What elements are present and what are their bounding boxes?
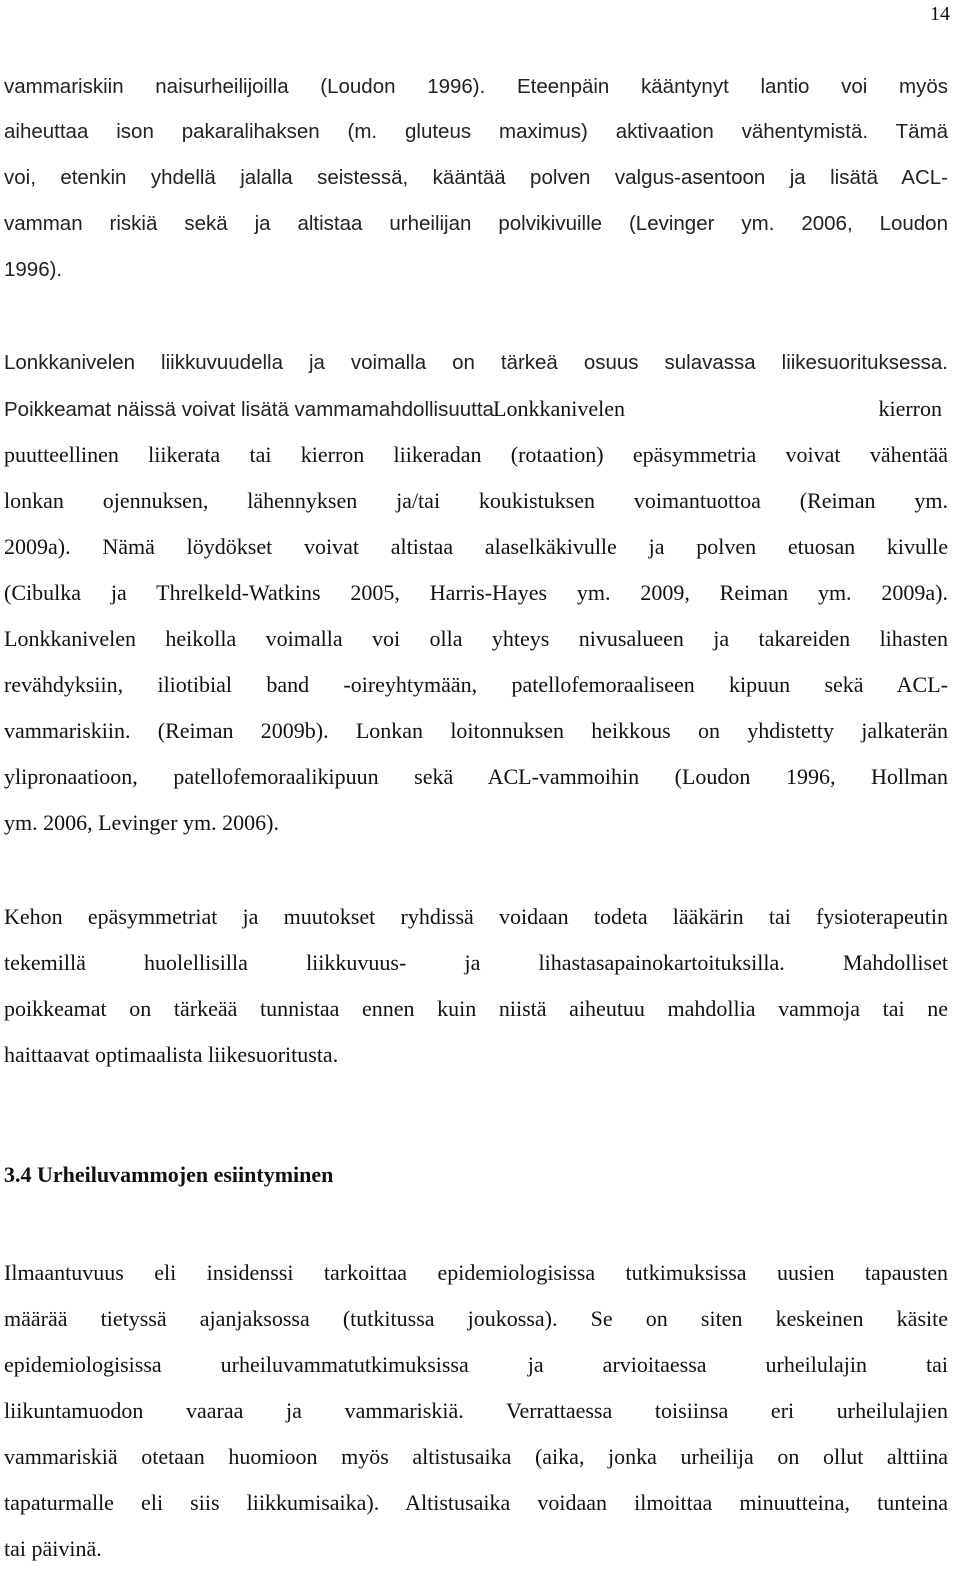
text-line: vammariskiin. (Reiman 2009b). Lonkan loitonnuksen heikkous on yhdistetty jalkaterän	[4, 718, 948, 743]
text-line: 2009a). Nämä löydökset voivat altistaa alaselkäkivulle ja polven etuosan kivulle	[4, 534, 948, 559]
text-line: voi, etenkin yhdellä jalalla seistessä, kääntää polven valgus-asentoon ja lisätä ACL-	[4, 166, 948, 189]
text-line: tapaturmalle eli siis liikkumisaika). Altistusaika voidaan ilmoittaa minuutteina, tunteina	[4, 1490, 948, 1515]
text-line: poikkeamat on tärkeää tunnistaa ennen kuin niistä aiheutuu mahdollia vammoja tai ne	[4, 996, 948, 1021]
text-line: Kehon epäsymmetriat ja muutokset ryhdissä voidaan todeta lääkärin tai fysioterapeutin	[4, 904, 948, 929]
text-line: ylipronaatioon, patellofemoraalikipuun sekä ACL-vammoihin (Loudon 1996, Hollman	[4, 764, 948, 789]
text-line: tai päivinä.	[4, 1536, 102, 1561]
text-line: vamman riskiä sekä ja altistaa urheilijan polvikivuille (Levinger ym. 2006, Loudon	[4, 212, 948, 235]
page-number: 14	[930, 3, 950, 25]
section-heading: 3.4 Urheiluvammojen esiintyminen	[4, 1162, 334, 1187]
text-line: liikuntamuodon vaaraa ja vammariskiä. Verrattaessa toisiinsa eri urheilulajien	[4, 1398, 948, 1423]
text-line: ym. 2006, Levinger ym. 2006).	[4, 810, 279, 835]
text-line-mixed	[4, 394, 948, 425]
text-segment: Lonkkanivelen kierron	[493, 396, 942, 421]
text-line: tekemillä huolellisilla liikkuvuus- ja lihastasapainokartoituksilla. Mahdolliset	[4, 950, 948, 975]
text-segment: Poikkeamat näissä voivat lisätä vammamahdollisuutta.	[4, 398, 500, 421]
text-line: lonkan ojennuksen, lähennyksen ja/tai koukistuksen voimantuottoa (Reiman ym.	[4, 488, 948, 513]
text-line: revähdyksiin, iliotibial band -oireyhtymään, patellofemoraaliseen kipuun sekä ACL-	[4, 672, 948, 697]
text-line: (Cibulka ja Threlkeld-Watkins 2005, Harris-Hayes ym. 2009, Reiman ym. 2009a).	[4, 580, 948, 605]
text-line: haittaavat optimaalista liikesuoritusta.	[4, 1042, 339, 1067]
text-line: Lonkkanivelen liikkuvuudella ja voimalla on tärkeä osuus sulavassa liikesuorituksessa.	[4, 351, 948, 374]
text-line: vammariskiin naisurheilijoilla (Loudon 1996). Eteenpäin kääntynyt lantio voi myös	[4, 75, 948, 98]
text-line: puutteellinen liikerata tai kierron liikeradan (rotaation) epäsymmetria voivat vähentää	[4, 442, 948, 467]
text-line: epidemiologisissa urheiluvammatutkimuksissa ja arvioitaessa urheilulajin tai	[4, 1352, 948, 1377]
text-line: vammariskiä otetaan huomioon myös altistusaika (aika, jonka urheilija on ollut alttiina	[4, 1444, 948, 1469]
text-line: aiheuttaa ison pakaralihaksen (m. gluteus maximus) aktivaation vähentymistä. Tämä	[4, 120, 948, 143]
text-line: Ilmaantuvuus eli insidenssi tarkoittaa epidemiologisissa tutkimuksissa uusien tapausten	[4, 1260, 948, 1285]
text-line: määrää tietyssä ajanjaksossa (tutkitussa joukossa). Se on siten keskeinen käsite	[4, 1306, 948, 1331]
text-line: 1996).	[4, 258, 63, 281]
text-line: Lonkkanivelen heikolla voimalla voi olla yhteys nivusalueen ja takareiden lihasten	[4, 626, 948, 651]
